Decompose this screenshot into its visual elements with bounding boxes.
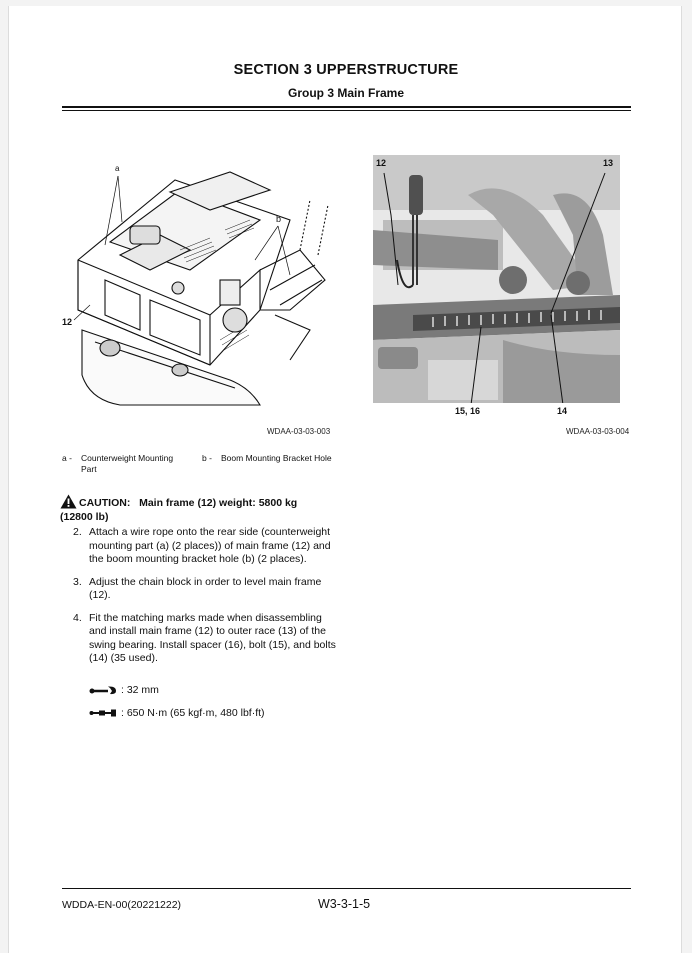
page-number: W3-3-1-5: [318, 897, 371, 911]
legend-text-b: Boom Mounting Bracket Hole: [221, 453, 332, 463]
legend-text-a-line1: Counterweight Mounting: [81, 453, 174, 463]
header-rule-thin: [62, 110, 631, 111]
caution-block: [60, 494, 350, 524]
header-rule-thick: [62, 106, 631, 108]
callout-13: 13: [603, 158, 614, 168]
figure-id-right: WDAA-03-03-004: [566, 427, 630, 436]
swing-bearing-photo: [373, 155, 620, 403]
step-text: Adjust the chain block in order to level main frame (12).: [89, 575, 322, 601]
wrench-icon: [89, 685, 117, 695]
main-frame-lifting-figure: [60, 160, 340, 415]
step-number: 2.: [73, 526, 82, 538]
callout-12-right: 12: [376, 158, 387, 168]
callout-a: a: [115, 164, 120, 173]
legend-text-a: [81, 453, 173, 474]
steps-list: [73, 526, 338, 675]
step-number: 4.: [73, 611, 82, 624]
step-text: Fit the matching marks made when disassembling and install main frame (12) to outer race (13) of the swing bearing. Install spacer (16), bolt (15), and bolts (14) (35 used).: [89, 611, 336, 664]
figure-id-left: WDAA-03-03-003: [267, 427, 331, 436]
section-title: SECTION 3 UPPERSTRUCTURE: [233, 62, 459, 78]
callout-15-16: 15, 16: [455, 406, 481, 416]
caution-text-line2: (12800 lb): [60, 511, 109, 523]
main-frame-lifting-drawing: [60, 160, 340, 415]
torque-value: : 650 N·m (65 kgf·m, 480 lbf·ft): [121, 707, 265, 719]
torque-wrench-icon: [89, 708, 117, 718]
legend-text-a-line2: Part: [81, 463, 97, 474]
callout-12-left: 12: [62, 317, 73, 327]
footer-rule: [62, 888, 631, 889]
step-number: 3.: [73, 575, 82, 588]
wrench-spec: [89, 684, 159, 696]
step-3: [73, 576, 338, 603]
swing-bearing-drawing: [373, 155, 620, 403]
step-2: [73, 526, 338, 567]
step-text: Attach a wire rope onto the rear side (counterweight mounting part (a) (2 places)) of main frame (12) and the boom mounting bracket hole (b) (2 places).: [89, 526, 331, 565]
group-title: Group 3 Main Frame: [287, 86, 405, 100]
callout-14: 14: [557, 406, 568, 416]
legend-key-b: b -: [202, 453, 212, 463]
caution-text-line1: Main frame (12) weight: 5800 kg: [139, 497, 298, 509]
wrench-value: : 32 mm: [121, 684, 159, 696]
page-sheet: [8, 6, 682, 953]
callout-b: b: [276, 214, 282, 224]
caution-label: CAUTION:: [79, 497, 131, 509]
legend-key-a: a -: [62, 453, 72, 463]
document-code: WDDA-EN-00(20221222): [62, 899, 182, 911]
step-4: [73, 612, 338, 666]
torque-spec: [89, 707, 265, 719]
warning-triangle-icon: [60, 494, 77, 509]
